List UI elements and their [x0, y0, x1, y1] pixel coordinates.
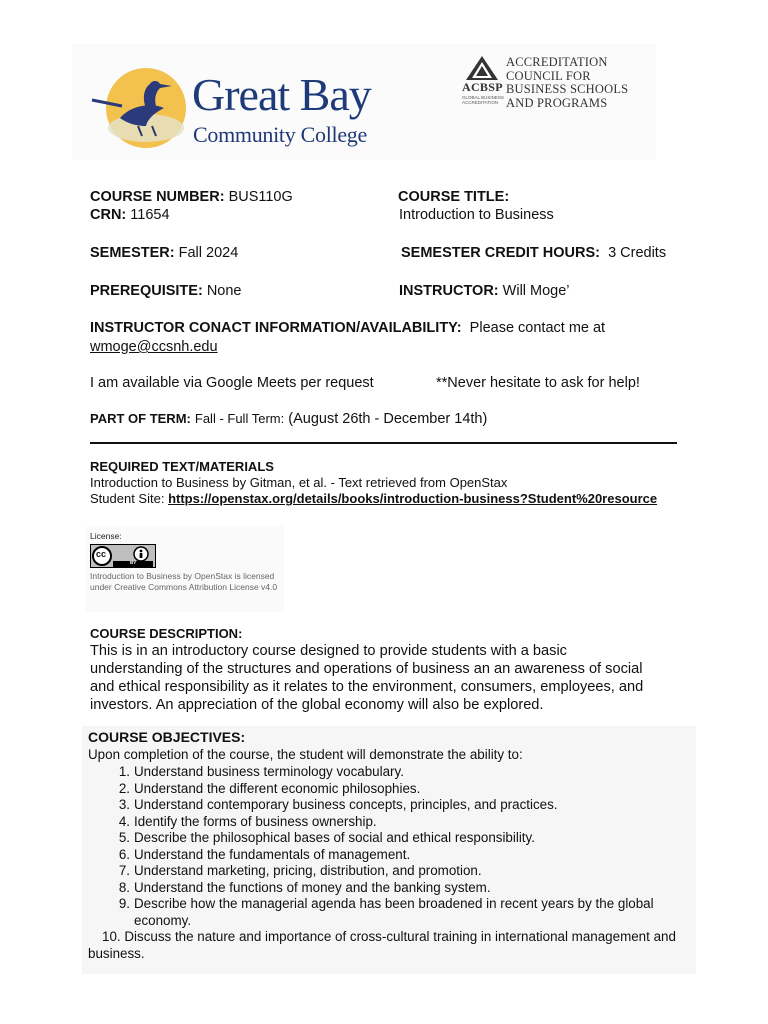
by-label: BY [130, 560, 137, 565]
materials-heading: REQUIRED TEXT/MATERIALS [90, 459, 274, 474]
acbsp-abbrev: ACBSP [462, 80, 503, 94]
license-text: Introduction to Business by OpenStax is licensed under Creative Commons Attribution License v4.0 [90, 571, 278, 592]
availability-text: I am available via Google Meets per request [90, 375, 374, 391]
semester: SEMESTER: Fall 2024 [90, 245, 239, 261]
list-item: 8. Understand the functions of money and the banking system. [118, 879, 491, 895]
description-body: This is in an introductory course designed to provide students with a basic understanding of the structures and operations of business an an awareness of social and ethical responsibility as it relates to the environment, consumers, employees, and investors. An appreciation of the global economy will also be explored. [90, 643, 644, 713]
instructor: INSTRUCTOR: Will Moge’ [399, 283, 570, 299]
help-note: **Never hesitate to ask for help! [436, 375, 640, 391]
acbsp-tagline: GLOBAL BUSINESS ACCREDITATION [462, 95, 504, 105]
part-of-term: PART OF TERM: Fall - Full Term: (August 26th - December 14th) [90, 411, 488, 427]
description-heading: COURSE DESCRIPTION: [90, 626, 243, 641]
heron-logo-icon [90, 66, 186, 150]
student-site-line: Student Site: https://openstax.org/details/books/introduction-business?Student%20resource [90, 491, 658, 506]
college-subtitle: Community College [193, 122, 367, 147]
textbook-line: Introduction to Business by Gitman, et al. - Text retrieved from OpenStax [90, 475, 508, 490]
instructor-email[interactable] [90, 338, 218, 356]
list-item: 9. Describe how the managerial agenda has been broadened in recent years by the global economy. [118, 896, 654, 928]
acbsp-full-name: ACCREDITATION COUNCIL FOR BUSINESS SCHOOLS AND PROGRAMS [506, 55, 629, 110]
prerequisite: PREREQUISITE: None [90, 283, 242, 299]
list-item: 3. Understand contemporary business concepts, principles, and practices. [118, 797, 558, 812]
course-title: Introduction to Business [399, 207, 554, 223]
email-link[interactable]: wmoge@ccsnh.edu [90, 339, 218, 355]
course-title-label: COURSE TITLE: [398, 189, 510, 205]
student-site-link[interactable]: https://openstax.org/details/books/introduction-business?Student%20resource [168, 491, 658, 506]
objectives-heading: COURSE OBJECTIVES: [88, 729, 246, 745]
list-item: 6. Understand the fundamentals of management. [118, 846, 411, 862]
section-divider [90, 442, 677, 444]
list-item: 1. Understand business terminology vocabulary. [118, 764, 404, 779]
list-item: 4. Identify the forms of business ownership. [118, 813, 377, 829]
credit-hours: SEMESTER CREDIT HOURS: 3 Credits [401, 245, 667, 261]
list-item: 10. Discuss the nature and importance of cross-cultural training in international management and business. [88, 929, 676, 961]
course-number: COURSE NUMBER: BUS110G [90, 189, 293, 205]
acbsp-pyramid-icon [466, 56, 498, 80]
cc-by-badge-icon[interactable] [90, 544, 156, 568]
list-item: 7. Understand marketing, pricing, distribution, and promotion. [118, 863, 482, 878]
college-name: Great Bay [192, 69, 371, 120]
list-item: 5. Describe the philosophical bases of social and ethical responsibility. [118, 830, 535, 845]
license-title: License: [90, 531, 122, 541]
objectives-list [88, 764, 688, 962]
crn: CRN: 11654 [90, 207, 170, 223]
list-item: 2. Understand the different economic philosophies. [118, 780, 421, 796]
instructor-contact: INSTRUCTOR CONACT INFORMATION/AVAILABILITY: Please contact me at [90, 320, 606, 336]
cc-label: cc [96, 549, 107, 559]
objectives-intro: Upon completion of the course, the student will demonstrate the ability to: [88, 747, 523, 762]
